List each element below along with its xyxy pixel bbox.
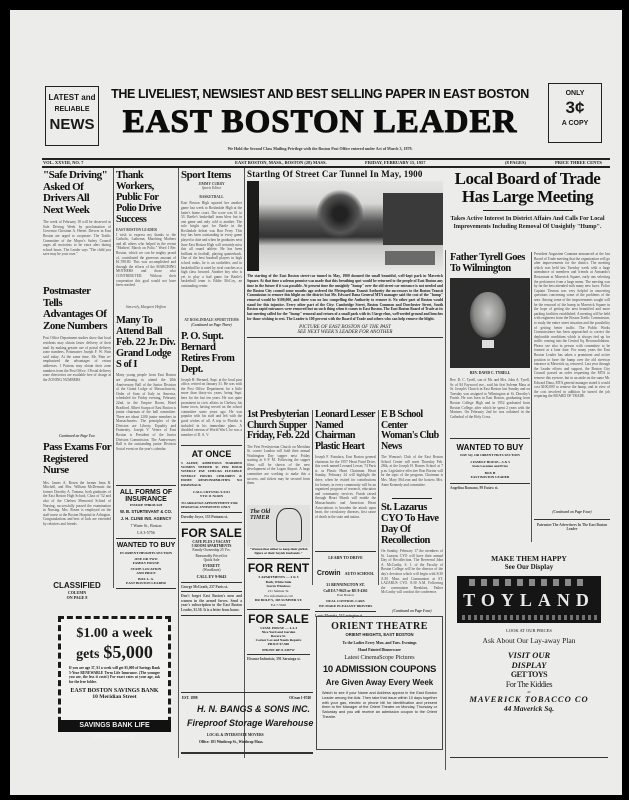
tyrell-body: Rev. D. C. Tyrell, son of Mr. and Mrs. John A. Tyrell, Sr. of 84 Faywood ave., said his first Solemn Mass at St. Joseph's Church in East Boston last Sunday and on Tuesday was assigned to Wilmington at St. Dorothy's Parish. He was born in East Boston, graduating from Boston College High and in 1952 graduated from Boston College, after which he spent 2 years with the Marines. On February 2nd he was ordained in the Cathedral of the Holy Cross. <box>450 378 530 419</box>
dateline-price: PRICE THREE CENTS <box>555 160 602 165</box>
st-lazarus-body: On Sunday, February 17 the members of St. Lazarus CYO will have their annual Day of Recollection. The Reverend John A. McCarthy, S. J. of the Faculty of Boston College will be the director of the day's devotion which will begin with 8:30 A.M. Mass and Communion at ST. LAZARUS CYO. 8:30 A.M. Following the communion Breakfast, Father McCarthy will conduct the conference. <box>381 549 443 595</box>
for-sale-l5: Quick Sale <box>203 557 220 562</box>
for-sale2-l5: PRICE $7,500 <box>267 641 290 646</box>
at-once-title: AT ONCE <box>191 448 232 459</box>
column-rule <box>113 168 114 588</box>
at-once-credit: Dorothy Joyce, 133 Putnam st. <box>181 515 228 520</box>
for-rent-l5: For information call <box>264 593 293 598</box>
feature-footer1: PICTURE OF EAST BOSTON OF THE PAST <box>299 325 391 331</box>
story-polio-signoff: Sincerely, Margaret Heffron <box>125 304 167 309</box>
toyland-decor <box>469 579 589 586</box>
driving-l1: East Boston <box>337 593 354 597</box>
bangs-phone: OCean 1-0740 <box>289 696 311 700</box>
left-box-line3: NEWS <box>49 116 95 133</box>
driving-school: AUTO SCHOOL <box>344 571 375 576</box>
masthead-title: EAST BOSTON LEADER <box>122 104 518 140</box>
driving-l3: WE MAKE PLEASANT DRIVERS <box>318 604 373 608</box>
cartoon-caption: "Women that either to keep their girlish figure or their boyish husbands." <box>249 546 308 555</box>
photo-tree <box>317 189 363 239</box>
for-rent-l2: Bath, White Sink <box>265 579 292 584</box>
theatre-l1: To the Ladies Every Mon. and Tues. Evenings <box>342 641 417 645</box>
wanted2-l5: EAST BOSTON LEADER <box>470 475 510 480</box>
for-sale-l6: EVERETT <box>202 563 221 568</box>
for-sale2-title: FOR SALE <box>248 611 309 626</box>
for-sale2-l4: Corner Lot and Needs Repairs <box>255 637 302 642</box>
right-box-line1: ONLY <box>565 90 585 97</box>
price-label: 3¢ <box>565 98 585 117</box>
for-rent-l6: DR BOLE'S, 303 SUMNER ST. <box>254 597 303 602</box>
savings-bank-ad <box>58 616 171 732</box>
column-5 <box>315 410 376 619</box>
at-once-footer: TO ARRANGE APPOINTMENT FOR PERSONAL INTERVIEW ONLY <box>181 501 238 510</box>
at-once-hours: 9 TO 11 NOON <box>199 494 224 499</box>
at-once-body: 5 ALERT, AMBITIOUS MARRIED WOMEN NEEDED $1 PER HOUR WEEKLY PAY CHECKS FLEXIBLE WEEKLY HOURS CHILDREN & HOME RESPONSIBILITIES NO DRAWBACK <box>181 460 242 487</box>
headline-postmaster: Postmaster Tells Advantages Of Zone Numbers <box>43 285 107 332</box>
bank-ad-line1 <box>61 624 168 642</box>
photo-left-building <box>247 181 259 271</box>
story-safe-driving-body: The week of February 18 will be observed as Safe Driving Week by proclamation of Governor Christian A. Herter. Drivers in East Boston are urged to cooperate. The Traffic Committee of the Mayor's Safety Council urges all motorists to be extra alert during school hours. The Leader says "The child you save may be your own." <box>43 220 111 257</box>
story-postmaster-body: Post Office Department studies show that local residents may obtain faster delivery of their mail by making greater use of postal delivery zone numbers, Postmaster Joseph F. W. Finn said today. At the same time, Mr. Finn re-emphasized the advantages of return addresses. I Patrons may obtain their zone numbers from the Post Office. I Postal delivery zone directories are available free of charge at the ZONING NUMBERS <box>43 336 111 382</box>
cartoon-title: The Old TIMER <box>250 508 271 521</box>
bank-ad-line2 <box>61 642 168 663</box>
bank-ad-body: If you are age 37, $1 a week will get $5,000 of Savings Bank 5-Year RENEWABLE Term Life Insurance. (The younger you are, the less it costs!) For exact rates at your age, ask for the free folder. <box>69 666 160 684</box>
headline-board-of-trade: Local Board of Trade Has Large Meeting <box>454 169 601 206</box>
headline-polio-drive: Thank Workers, Public For Polio Drive Success <box>116 170 161 226</box>
mcgrath-note: George McGrath, 237 Paris st. <box>181 582 242 590</box>
toys-l8: For The Kiddies <box>505 680 553 689</box>
sport-sub: AT ROSLINDALE SPORT ITEMS <box>184 318 239 323</box>
driving-title: LEARN TO DRIVE <box>328 555 363 560</box>
womans-club-body: The Woman's Club of the East Boston School Center will meet Thursday Feb. 28th, at the Joseph H. Barnes School at 7 p.m. Legislative effective Ron Borton will be the topic of the program. Chairman is Mrs. Mary McLean and the hostess Mrs. Anne Kennedy and committee. <box>381 455 443 487</box>
driving-phone: Call EA 7-9623 or RE 8-4361 <box>323 589 368 593</box>
photo-carriage <box>385 251 435 265</box>
left-box-line2: RELIABLE <box>54 106 90 113</box>
column-rule <box>445 250 446 770</box>
board-subhead: Takes Active Interest In District Affairs And Calls For Local Improvements Including Removal Of Unsightly "Hump". <box>450 216 605 230</box>
wanted-ad-l7: EAST BOSTON LEADER <box>126 581 166 586</box>
bank-ad-amount1: $1.00 <box>76 626 108 641</box>
bank-ad-text2: gets <box>76 647 100 662</box>
headline-ball: Many To Attend Ball Feb. 22 Jr. Div. Grand Lodge S of I <box>116 315 176 371</box>
toys-l5: VISIT OUR <box>507 650 551 660</box>
for-rent-l7: EA 7-5620 <box>270 602 287 607</box>
masthead-slogan: THE LIVELIEST, NEWSIEST AND BEST SELLING PAPER IN EAST BOSTON <box>111 87 529 101</box>
column-rule <box>178 168 179 758</box>
story-divider <box>392 498 432 499</box>
theatre-location: ORIENT HEIGHTS, EAST BOSTON <box>345 632 414 637</box>
bangs-name: H. N. BANGS & SONS INC. <box>197 704 311 714</box>
bank-ad-text1: a week <box>111 626 153 641</box>
bangs-sub: Fireproof Storage Warehouse <box>187 718 314 728</box>
headline-presbyterian: 1st Presbyterian Church Supper Friday, Feb. 22d <box>247 409 310 441</box>
subscribe-box: Don't forget East Boston's men and women in the armed forces. Send a year's subscription to the East Boston Leader, $1.50. It is a letter from home. <box>181 591 242 615</box>
for-sale2-l2: Nice Yard and Garden <box>261 629 296 634</box>
headline-divider <box>483 210 573 211</box>
for-sale-l1: CAFE PLUS 2 VACANT <box>192 539 231 544</box>
theatre-body: Watch to see if your Name and Address appear in the East Boston Leader among the Ads. Then take that issue within 10 days together with your gas, electric or phone bill for identification and present them to the Manager of the Orient Theatre on Monday, Thursday or Saturday and you will receive an admission coupon to the Orient Theatre. <box>322 691 437 719</box>
headline-lesser: Leonard Lesser Named Chairman Plastic Heart <box>315 409 375 452</box>
column-1 <box>43 170 111 600</box>
tunnel-photo <box>247 181 443 271</box>
right-box-line3: A COPY <box>561 120 589 127</box>
insurance-ad-l3: INSURE THROUGH <box>129 503 163 508</box>
for-sale-l4: Reasonably Priced for <box>195 553 228 558</box>
for-rent-l3: Storm Windows <box>266 583 291 588</box>
driving-credit: Louis Moretta, 34 Lexington st. <box>315 614 364 618</box>
feature-tunnel <box>247 170 443 338</box>
patronize-note: Patronize The Advertisers In The East Boston Leader <box>534 519 610 532</box>
sport-continued: (Continued on Page Three) <box>191 322 232 327</box>
wanted-ad-title: WANTED TO BUY <box>116 542 176 550</box>
driving-addr: 31 BENNINGTON ST. <box>326 582 365 587</box>
wanted2-l2: 2 FAMILY HOUSE—5 & 5 <box>470 460 510 465</box>
toyland-banner <box>457 576 601 623</box>
toys-l4: Ask About Our Lay-away Plan <box>482 636 576 645</box>
insurance-ad-l1: ALL FORMS OF <box>119 489 173 497</box>
for-sale-cafe-ad <box>181 522 242 582</box>
column-rule <box>244 168 245 758</box>
headline-bernard: P. O. Supt. Bernard Retires From Dept. <box>181 330 235 375</box>
feature-caption: The starting of the East Boston street-car tunnel in May, 1900 doomed the small beautiful, well-kept park in Maverick Square. At that time a solemn promise was made that this breathing spot would be returned to the people of East Boston any time in the future if it was possible. At present time the unsightly "hump" over the old street-car entrance is not needed and the Boston City council some months ago ordered the Metropolitan Transit Authority the successors to the Boston Transit Commission to remove this blight on the district but Mr. Edward Dana General MTA manager said the cost of the "hump" removal would be $100,000, and there was no law compelling the Authority to remove it. No other part of Boston would stand for this injustice. Every other part of the City: Cambridge Street, Boston Common and Dorchester Street, South Boston rapid entrances were removed but no such thing when it comes to East Boston. The East Boston Board of Trade at its last meeting called for the "hump" removal and return of a small park with its 3 large elms, well-seeded ground and benches for those wishing to rest. The Leader is 100 percent with the Board of Trade and others who can help remove the blight. <box>247 274 443 321</box>
for-sale2-l1: 3 FAM. HOUSE — 4-4-4 <box>259 625 298 630</box>
feature-footer2: SEE NEXT WEEK'S LEADER FOR ANOTHER <box>247 330 443 338</box>
for-rent-title: FOR RENT <box>247 560 310 575</box>
wanted-ad-l4: STATE LOCATION <box>130 567 162 572</box>
toyland-text: TOYLAND <box>463 590 595 610</box>
for-sale2-l3: Revere St. <box>270 633 287 638</box>
masthead-left-box <box>45 86 99 146</box>
headline-tyrell: Father Tyrell Goes To Wilmington <box>450 252 525 275</box>
masthead-right-box <box>548 83 602 143</box>
classified-line2: COLUMN <box>67 589 87 595</box>
board-body: President Augustine Cunnane announced at the last Board of Trade meeting that the organization will go after improvements for the district. The meeting which was held last Tuesday week with a large attendance of members and friends at Armando's Restaurant at Maverick Square, early ans selecting the performers from a large menu. The meeting was by far the best attended with many new faces. Police Captain Tiernan was very helpful in answering questions concerning some of the problems of the area. Among some of the improvements sought will be the removal of the hump in Maverick Square in the hope of getting the area beautified and more parking facilities established. A meeting will be held with engineers from the Boston Traffic Commission, to study the entire street situation and the possibility of getting better traffic. The Public Works Commissioner has been approached to correct the deplorable conditions which is always tied up for traffic coming into the Central Sq. Reconsolidation. Please see also in person with committee to be formed at a later date. For many years the East Boston Leader has taken a prominent and active position to have the hump over the old streetcar entrance at Maverick sq. removed. Last year through the Leader efforts and support, the Boston City Council passed an order requesting the MTA to remove this eyesore, but in an aside on the same Mr. Edward Dana, MTA general manager stated it would cost $100,000 to remove the hump, and in view of the cost involved in addition he turned the job requiring the BOARD OF TRADE. <box>534 252 610 399</box>
wanted-ad-l6: BOX L. A. <box>138 577 154 582</box>
sport-body: East Boston High squared her another game last week to Roslindale High at the latter's home court. The score was 61 to 33. Barile's basketball team blew but in one game and only cold is another. The sole bright spot for Barile in the Roslindale defeat was Ron Ferry. This boy has been outstanding in every game played to date and when he graduates next June East Boston High will certainly miss this all round athlete. He has been brilliant in football, playing quarterback. One of the best baseball players in high school ranks, he is an outfielder, and in basketball he is rated by rival coaches as a high class forward. Another boy who is yet to play a bad game for Barile's basketball team is Eddie McCoy, an outstanding center. <box>181 201 242 289</box>
driving-brand: Crowin <box>316 570 341 577</box>
at-once-ad <box>181 445 242 513</box>
st-lazarus-continued: (Continued on Page Four) <box>392 609 432 614</box>
bank-ad-banner: SAVINGS BANK LIFE INSURANCE <box>58 720 171 732</box>
orient-theatre-ad <box>316 616 443 750</box>
photo-collar <box>482 340 494 348</box>
wanted-to-buy-ad-2 <box>450 438 530 483</box>
wanted2-l3: State Location and Price <box>472 464 508 469</box>
dateline-volume: VOL. XXVIII, NO. 7 <box>43 160 84 165</box>
wanted-ad-l5: AND PRICE <box>136 571 156 576</box>
classified-line3: ON PAGE 8 <box>66 594 88 600</box>
headline-nurse-exams: Pass Exams For Registered Nurse <box>43 440 111 477</box>
story-nurse-body: Mrs. James A. Rosen the former Irma R. Mitchell, and Mrs. William McDermott the former Dorothy A. Tomasa, both graduates of the East Boston High School, Class of '52 and also of the Chelsea Memorial School of Nursing, successfully passed the examination in Nursing. Mrs. Rosen is employed on the staff nurse at the Boston Hospital in Arlington. Congratulations and best of luck are extended by relatives and friends. <box>43 480 111 526</box>
insurance-ad-l2: INSURANCE <box>125 496 167 504</box>
presbyterian-body: The First Presbyterian Church on Meridian St. corner London will hold their annual Washington Day supper next Friday starting at 6 P. M. Following the supper films will be shown of the new development of the Logan Airport. A large committee are working to make this a success, and tickets may be secured from them. <box>247 444 310 486</box>
theatre-subhead: Are Given Away Every Week <box>325 678 434 687</box>
old-timer-cartoon <box>247 505 310 547</box>
for-rent-l1: 5 APARTMENTS — 4 & 5 <box>258 574 299 579</box>
wanted2-credit: Angelina Romano, 99 Eutaw st. <box>450 483 530 491</box>
for-rent-ad <box>247 558 310 609</box>
dateline-date: FRIDAY, FEBRUARY 15, 1957 <box>365 160 426 165</box>
column-6 <box>381 410 443 614</box>
headline-st-lazarus: St. Lazarus CYO To Have Day Of Recollection <box>381 502 439 547</box>
cartoon-figure <box>276 508 302 542</box>
bank-ad-amount2: $5,000 <box>103 642 153 662</box>
story-polio-byline: EAST BOSTON LEADER <box>116 228 158 233</box>
toys-l2: See Our Display <box>504 563 554 571</box>
tyrell-photo <box>450 278 530 368</box>
for-sale-l2: 5 ROOM APARTMENTS <box>191 543 232 548</box>
wanted2-l4: BOX H <box>484 471 496 476</box>
column-3 <box>181 170 242 616</box>
sport-byline: JIMMY CURRY <box>198 181 225 186</box>
headline-womans-club: E B School Center Woman's Club News <box>381 409 439 452</box>
wanted2-l1: DAY SQ. OR ORIENT HGTS SECTION <box>460 453 520 458</box>
tyrell-photo-caption: REV. DAVID C. TYRELL <box>469 371 511 376</box>
toys-store: MAVERICK TOBACCO CO <box>469 694 589 704</box>
theatre-headline: 10 ADMISSION COUPONS <box>322 664 437 675</box>
classified-title: CLASSIFIED <box>53 580 101 590</box>
insurance-ad-l7: LA 3-5756 <box>137 530 155 536</box>
theatre-name: ORIENT THEATRE <box>331 621 428 632</box>
for-sale-house-ad <box>247 609 310 654</box>
photo-face <box>470 292 506 338</box>
newspaper-page <box>10 10 622 795</box>
tyrell-story <box>450 252 530 491</box>
headline-safe-driving: "Safe Driving" Asked Of Drivers All Next Week <box>43 169 108 216</box>
sport-role: Sports Editor <box>201 186 222 191</box>
toys-l3: LOOK AT OUR PRICES <box>506 628 552 633</box>
dateline-place: EAST BOSTON, MASS., BOSTON (28) MASS. <box>235 160 327 165</box>
wanted-to-buy-ad <box>116 539 176 589</box>
for-sale-l8: CALL EV 9-9643 <box>196 573 227 579</box>
insurance-ad-l6: 7 Water St., Boston <box>130 523 162 529</box>
for-sale2-l6: PHONE RE 8-3497W <box>262 647 295 652</box>
continued-note: Continued on Page Two <box>59 434 95 439</box>
for-rent-l4: 211 Sumner St. <box>267 588 290 593</box>
left-box-line1: LATEST and <box>48 93 96 102</box>
sport-section: BASKETBALL <box>199 194 224 199</box>
bernard-body: Joseph H. Bernard, Supt. at the local post office, retired on January 31. He was with the Post Office Department for a little more than thirty-six years, being Supt. here for the last ten years. He was quite prominent in civic affairs in Chelsea, his home town, having served on the school committee some years ago. He was popular with his staff and left with the good wishes of all. A trip to Florida is included in his immediate plans. A disabled veteran of World War I, he was a member of D. A. V. <box>181 377 242 437</box>
column-rule <box>378 410 379 585</box>
story-polio-body: I wish to express my thanks to the Catholic, Lutheran, Marching Mothers and all others who helped in the recent "Mothers' March on Polio." Word I Rec Boston, which we can be mighty proud of, contributed the generous amount of $1,788.80. This was accomplished and through the efforts of the MARCHING MOTHERS and those who CONTRIBUTED. Without their cooperation this goal would not have been reached. <box>116 232 176 288</box>
toys-l6: DISPLAY <box>511 660 547 670</box>
column-rule <box>312 410 313 585</box>
maverick-tobacco-ad <box>450 550 608 758</box>
board-continued: (Continued on Page Four) <box>552 510 592 514</box>
at-once-call: CALL CRYSTAL 9-5111 <box>193 490 230 495</box>
lesser-body: Joseph F. Fiandaca, East Boston general chairman for the 1957 Heart Fund Drive, this week named Leonard Lesser, 74 Paris st. as Plastic Heart Chairman. Heart Sunday, February 24 will highlight the drive, when he visited for contributions for homes, in every community will be an organized program of research, education and community services. Funds raised through Heart Month will enable the Massachusetts and American Heart Associations to broaden the attack upon heart, the circulatory diseases, first cause of death in the state and nation. <box>315 455 376 519</box>
theatre-l3: Latest CinemaScope Pictures <box>344 655 415 661</box>
dateline-pages: (8 PAGES) <box>505 160 527 165</box>
bank-ad-address: 10 Meridian Street <box>92 694 137 701</box>
theatre-l2: Hand Painted Dinnerware <box>358 648 401 652</box>
board-of-trade-body-col <box>534 252 610 532</box>
column-4 <box>247 410 310 661</box>
bangs-ad <box>181 692 313 754</box>
driving-brand-row <box>315 562 376 580</box>
driving-school-ad <box>315 551 376 612</box>
feature-headline: Startlng Of Street Car Tunnel In May, 1900 <box>247 169 423 179</box>
bank-ad-name: EAST BOSTON SAVINGS BANK <box>70 688 159 695</box>
board-of-trade-story <box>445 170 610 231</box>
bangs-l2: Office: 181 Winthrop St., Winthrop Mass. <box>199 740 264 744</box>
insurance-ad-l5: J. H. CLINE INS. AGENCY <box>120 516 172 522</box>
story-ball-body: Many young people from East Boston are planning to attend the 20th Anniversary Ball of the Junior Division of the Grand Lodge of Massachusetts, Order of Sons of Italy in America, scheduled for Friday evening, February 22nd, in the Empire Room, Hotel Bradford. Albert Scarpa of East Boston is junior chairman of the ball committee. There are about 1200 junior members in Massachusetts. The principles of the Division are Liberty, Equality and Fraternity. Joseph V. Vetere of East Boston is President of the Junior Division Commission. The Anniversary Ball is the outstanding junior Division Social event on the year's calendar. <box>116 373 176 451</box>
headline-sport-items: Sport Items <box>181 169 231 181</box>
bangs-l1: LOCAL & INTERSTATE MOVERS <box>207 733 264 737</box>
toys-at: AT <box>527 690 531 694</box>
bangs-est: EST. 1898 <box>182 696 198 700</box>
insurance-ad-l4: W. B. STURTEVANT & CO. <box>119 509 173 515</box>
wanted-ad-l2: ONE OR TWO <box>134 557 158 562</box>
toys-address: 44 Maverick Sq. <box>503 704 555 713</box>
for-sale-title: FOR SALE <box>181 525 242 540</box>
masthead-mailing-note: We Hold the Second Class Mailing Privilege with the Boston Post Office entered under Act of March 3, 1879. <box>227 146 413 151</box>
photo-right-building <box>383 193 443 245</box>
wanted2-title: WANTED TO BUY <box>456 443 524 453</box>
dateline-rule-bottom <box>42 166 610 168</box>
wanted-ad-l3: FAMILY HOUSE <box>132 561 160 566</box>
toyland-decor-bottom <box>462 615 597 620</box>
column-2 <box>116 170 176 589</box>
for-sale-l3: Family Ownership 25 Yrs. <box>192 547 231 552</box>
for-sale2-credit: Eleanor Indonisio, 591 Saratoga st. <box>247 654 310 662</box>
column-rule <box>531 252 532 542</box>
toys-l7: GET TOYS <box>510 670 548 679</box>
for-sale-l7: (Woodlawn) <box>202 567 221 572</box>
wanted-ad-l1: IN ORIENT HEIGHTS SECTION <box>119 551 173 556</box>
insurance-ad <box>116 485 176 539</box>
driving-l2: DUAL CONTROL CARS <box>326 599 365 603</box>
toys-l1: MAKE THEM HAPPY <box>491 554 567 563</box>
